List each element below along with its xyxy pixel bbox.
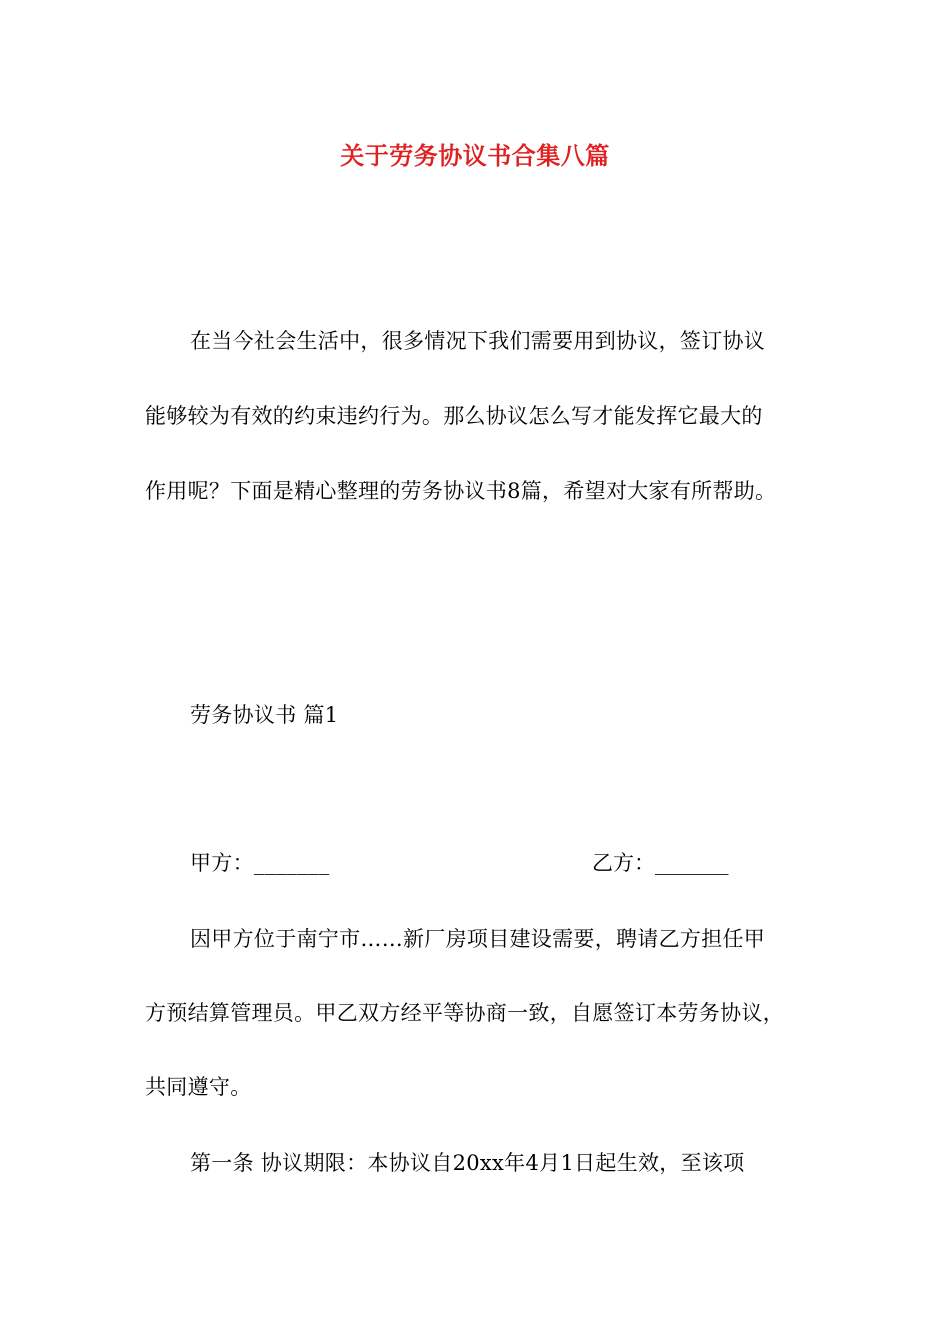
intro-line-2: 能够较为有效的约束违约行为。那么协议怎么写才能发挥它最大的 xyxy=(145,404,763,428)
intro-line-1: 在当今社会生活中，很多情况下我们需要用到协议，签订协议 xyxy=(190,329,766,353)
body-line-2: 方预结算管理员。甲乙双方经平等协商一致，自愿签订本劳务协议， xyxy=(145,1001,784,1025)
party-b-line: 乙方：_______ xyxy=(592,851,729,875)
party-a-line: 甲方：_______ xyxy=(190,851,330,875)
body-line-3: 共同遵守。 xyxy=(145,1075,252,1099)
body-line-1: 因甲方位于南宁市……新厂房项目建设需要，聘请乙方担任甲 xyxy=(190,927,766,951)
body-line-4: 第一条 协议期限：本协议自20xx年4月1日起生效，至该项 xyxy=(190,1151,745,1175)
section-heading: 劳务协议书 篇1 xyxy=(190,703,339,727)
intro-line-3: 作用呢？下面是精心整理的劳务协议书8篇，希望对大家有所帮助。 xyxy=(145,479,777,503)
document-title: 关于劳务协议书合集八篇 xyxy=(340,141,610,170)
